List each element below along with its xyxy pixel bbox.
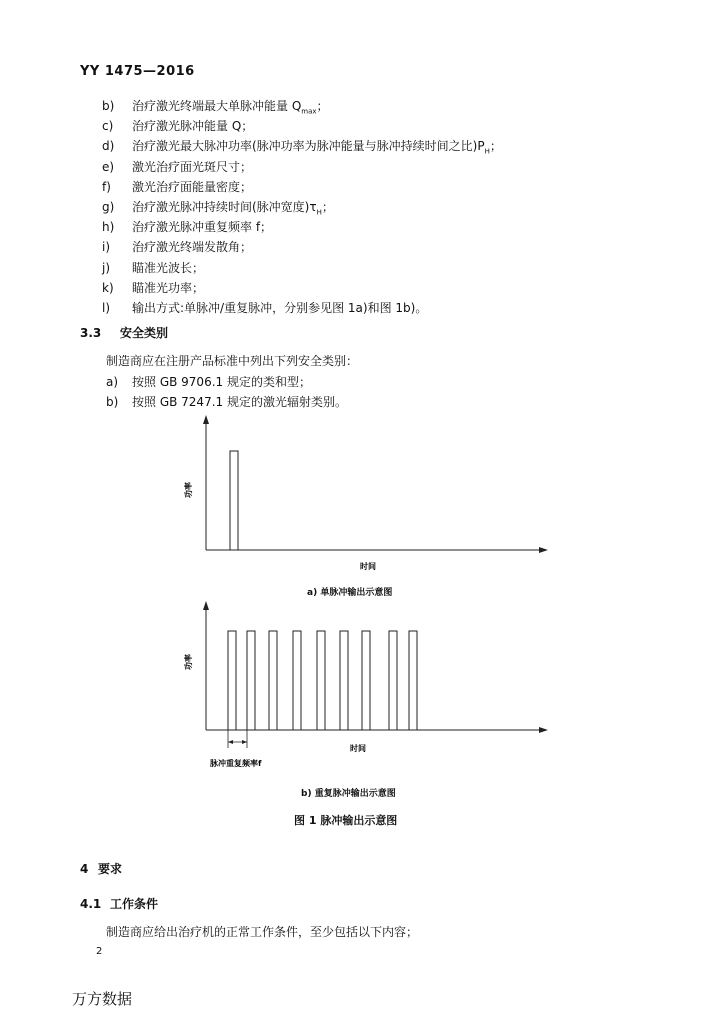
list-item <box>106 373 311 390</box>
item-label: e) <box>102 159 115 174</box>
item-text: 治疗激光终端发散角； <box>132 240 253 255</box>
section-title: 工作条件 <box>110 897 159 911</box>
item-text: 按照 GB 9706.1 规定的类和型； <box>132 375 311 389</box>
item-text: 输出方式:单脉冲/重复脉冲，分别参见图 1a)和图 1b)。 <box>132 300 428 315</box>
item-label: b) <box>102 99 115 113</box>
section-3-3-heading <box>80 324 168 341</box>
section-4-1-heading <box>80 895 158 912</box>
item-label: i) <box>102 240 111 255</box>
item-label: c) <box>102 119 114 134</box>
item-label: b) <box>106 395 119 409</box>
y-axis-label: 功率 <box>184 654 193 670</box>
item-text: 治疗激光脉冲重复频率 f； <box>132 220 273 235</box>
section-4-heading <box>80 860 122 877</box>
pulse-bar <box>340 631 348 730</box>
x-axis-label: 时间 <box>350 744 366 753</box>
figure-1a-caption: a) 单脉冲输出示意图 <box>307 588 393 598</box>
item-text: 激光治疗面能量密度； <box>132 179 253 194</box>
repetition-frequency-label: 脉冲重复频率f <box>210 759 262 768</box>
item-tail: ； <box>321 199 334 214</box>
figure-1-title: 图 1 脉冲输出示意图 <box>294 814 398 827</box>
figure-1b-chart <box>180 598 550 774</box>
page-number: 2 <box>96 946 103 957</box>
period-arrow-right <box>242 740 247 744</box>
figure-1a-chart <box>180 412 550 582</box>
item-text: 瞄准光功率； <box>132 280 205 295</box>
item-label: f) <box>102 179 111 194</box>
item-text: 激光治疗面光斑尺寸； <box>132 159 253 174</box>
item-tail: ； <box>489 139 502 154</box>
item-tail: ； <box>316 99 329 113</box>
section-title: 要求 <box>98 862 123 876</box>
item-text: 治疗激光脉冲能量 Q； <box>132 119 254 134</box>
section-title: 安全类别 <box>120 326 169 340</box>
watermark: 万方数据 <box>72 990 133 1008</box>
pulse-bar <box>389 631 397 730</box>
list-item <box>106 393 347 410</box>
item-subscript: H <box>316 208 322 217</box>
pulse-bar <box>317 631 325 730</box>
pulse-bar <box>228 631 236 730</box>
section-number: 4 <box>80 862 89 876</box>
item-subscript: H <box>484 147 490 156</box>
document-id: YY 1475—2016 <box>80 64 195 79</box>
item-label: a) <box>106 375 119 389</box>
item-text-main: 治疗激光终端最大单脉冲能量 Q <box>132 99 302 113</box>
item-label: j) <box>102 260 111 275</box>
x-axis-arrow <box>539 727 548 733</box>
section-number: 3.3 <box>80 326 102 340</box>
pulse-bar <box>269 631 277 730</box>
section-3-3-intro: 制造商应在注册产品标准中列出下列安全类别： <box>106 354 359 368</box>
period-arrow-left <box>228 740 233 744</box>
item-label: k) <box>102 280 114 295</box>
pulse-bar <box>362 631 370 730</box>
item-label: d) <box>102 139 115 154</box>
pulse-bar <box>409 631 417 730</box>
section-number: 4.1 <box>80 897 102 911</box>
item-subscript: max <box>301 107 317 116</box>
item-text: 瞄准光波长； <box>132 260 205 275</box>
y-axis-arrow <box>203 415 209 424</box>
item-text-main: 治疗激光最大脉冲功率(脉冲功率为脉冲能量与脉冲持续时间之比)P <box>132 139 485 154</box>
x-axis-label: 时间 <box>360 562 376 571</box>
item-label: l) <box>102 300 111 315</box>
y-axis-arrow <box>203 601 209 610</box>
pulse-bar <box>247 631 255 730</box>
item-label: g) <box>102 199 115 214</box>
pulse-bar <box>230 451 238 550</box>
item-text-main: 治疗激光脉冲持续时间(脉冲宽度)τ <box>132 199 317 214</box>
pulse-bar <box>293 631 301 730</box>
section-4-1-intro: 制造商应给出治疗机的正常工作条件，至少包括以下内容； <box>106 925 419 939</box>
figure-1b-caption: b) 重复脉冲输出示意图 <box>301 789 396 799</box>
item-label: h) <box>102 220 115 235</box>
item-text: 按照 GB 7247.1 规定的激光辐射类别。 <box>132 395 347 409</box>
x-axis-arrow <box>539 547 548 553</box>
y-axis-label: 功率 <box>184 482 193 498</box>
